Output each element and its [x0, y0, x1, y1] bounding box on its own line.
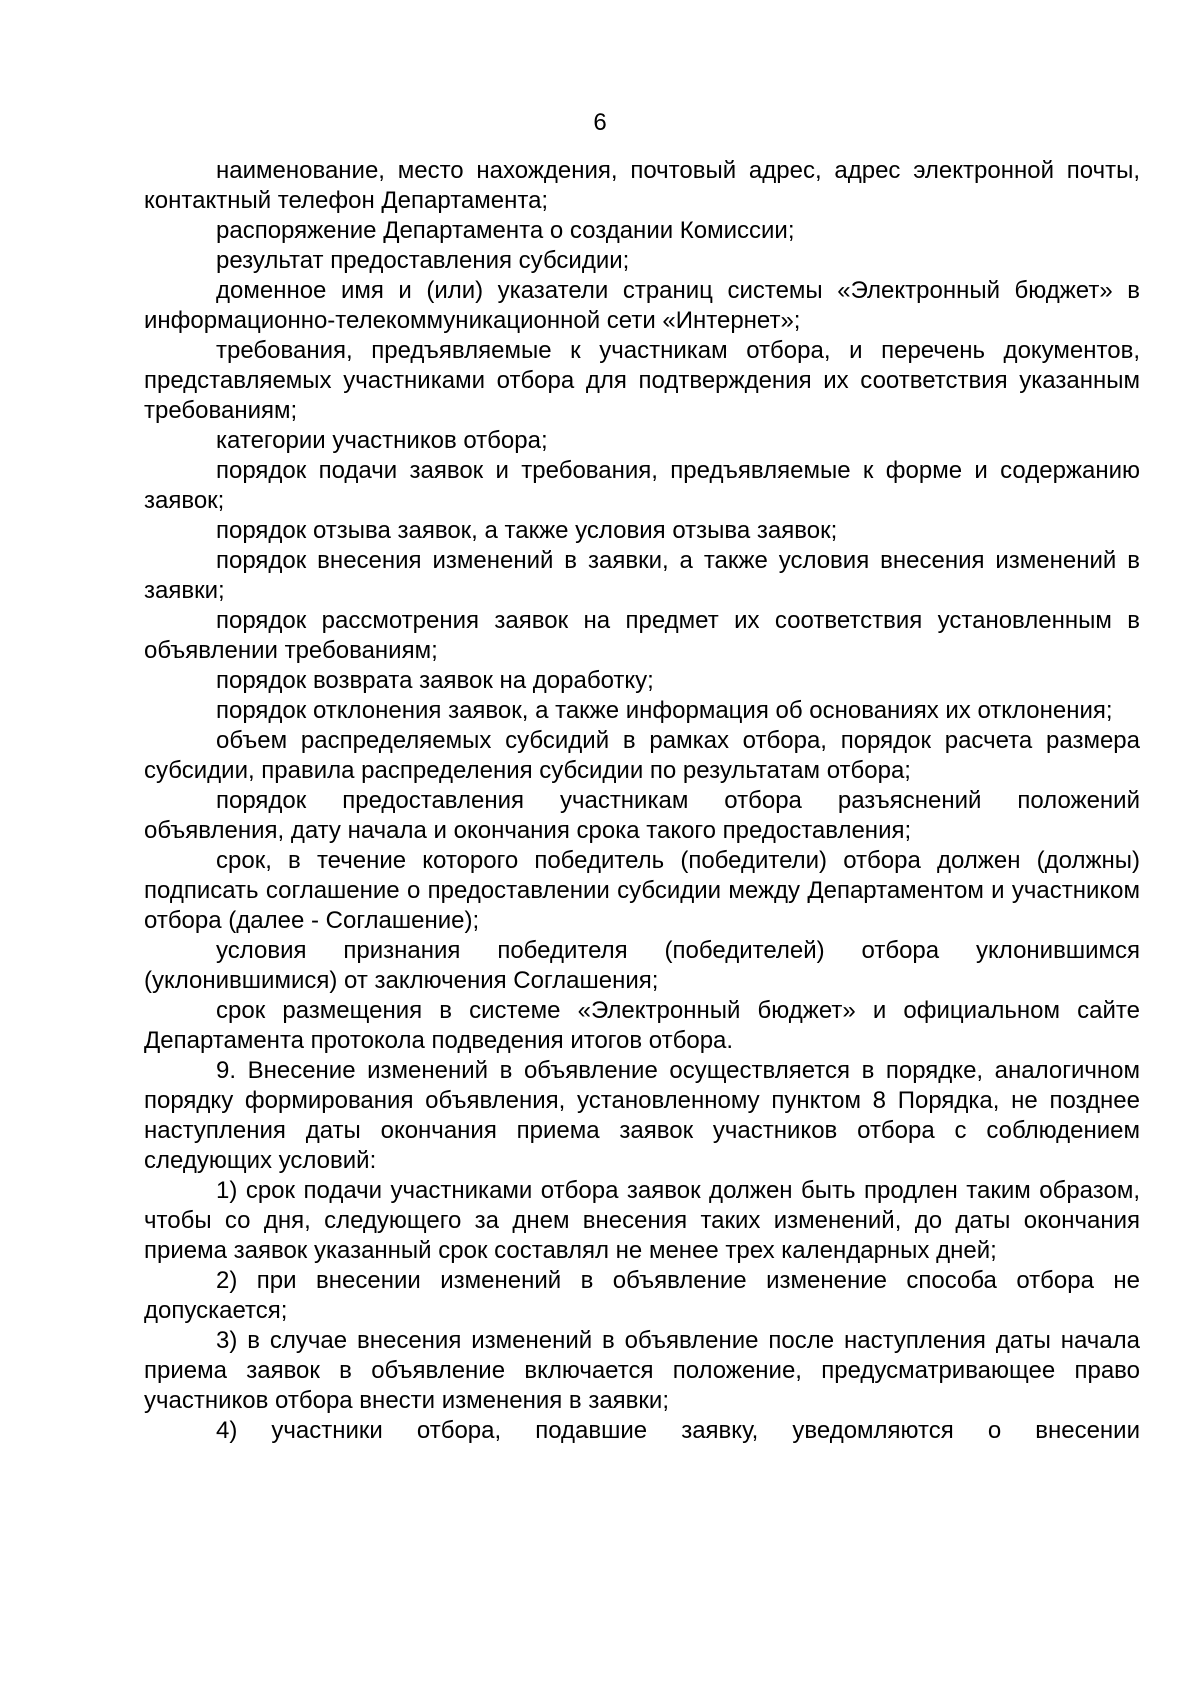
paragraph: объем распределяемых субсидий в рамках отбора, порядок расчета размера субсидии, правила распределения субсидии по результатам отбора;	[144, 727, 1140, 784]
paragraph: результат предоставления субсидии;	[216, 247, 630, 274]
paragraph: порядок предоставления участникам отбора разъяснений положений объявления, дату начала и окончания срока такого предоставления;	[144, 787, 1140, 844]
paragraph: наименование, место нахождения, почтовый адрес, адрес электронной почты, контактный телефон Департамента;	[144, 157, 1140, 214]
paragraph: 9. Внесение изменений в объявление осуществляется в порядке, аналогичном порядку формирования объявления, установленному пунктом 8 Порядка, не позднее наступления даты окончания приема заявок участников отбора с соблюдением следующих условий:	[144, 1057, 1140, 1174]
paragraph: порядок возврата заявок на доработку;	[216, 667, 654, 694]
paragraph: 2) при внесении изменений в объявление изменение способа отбора не допускается;	[144, 1267, 1140, 1324]
paragraph: 3) в случае внесения изменений в объявление после наступления даты начала приема заявок в объявление включается положение, предусматривающее право участников отбора внести изменения в заявки;	[144, 1327, 1140, 1414]
paragraph: доменное имя и (или) указатели страниц системы «Электронный бюджет» в информационно-телекоммуникационной сети «Интернет»;	[144, 277, 1140, 334]
paragraph: срок, в течение которого победитель (победители) отбора должен (должны) подписать соглашение о предоставлении субсидии между Департаментом и участником отбора (далее - Соглашение);	[144, 847, 1140, 934]
paragraph: распоряжение Департамента о создании Комиссии;	[216, 217, 795, 244]
paragraph: 1) срок подачи участниками отбора заявок должен быть продлен таким образом, чтобы со дня, следующего за днем внесения таких изменений, до даты окончания приема заявок указанный срок составлял не менее трех календарных дней;	[144, 1177, 1140, 1264]
paragraph: порядок рассмотрения заявок на предмет их соответствия установленным в объявлении требованиям;	[144, 607, 1140, 664]
paragraph: требования, предъявляемые к участникам отбора, и перечень документов, представляемых участниками отбора для подтверждения их соответствия указанным требованиям;	[144, 337, 1140, 424]
paragraph: порядок отклонения заявок, а также информация об основаниях их отклонения;	[216, 697, 1113, 724]
page-number: 6	[593, 109, 607, 136]
paragraph: категории участников отбора;	[216, 427, 548, 454]
paragraph: срок размещения в системе «Электронный бюджет» и официальном сайте Департамента протокола подведения итогов отбора.	[144, 997, 1140, 1054]
document-body	[144, 156, 1140, 1446]
paragraph: условия признания победителя (победителей) отбора уклонившимся (уклонившимися) от заключения Соглашения;	[144, 937, 1140, 994]
paragraph: порядок внесения изменений в заявки, а также условия внесения изменений в заявки;	[144, 547, 1140, 604]
paragraph: порядок подачи заявок и требования, предъявляемые к форме и содержанию заявок;	[144, 457, 1140, 514]
paragraph: порядок отзыва заявок, а также условия отзыва заявок;	[216, 517, 838, 544]
paragraph: 4) участники отбора, подавшие заявку, уведомляются о внесении	[216, 1417, 1140, 1444]
